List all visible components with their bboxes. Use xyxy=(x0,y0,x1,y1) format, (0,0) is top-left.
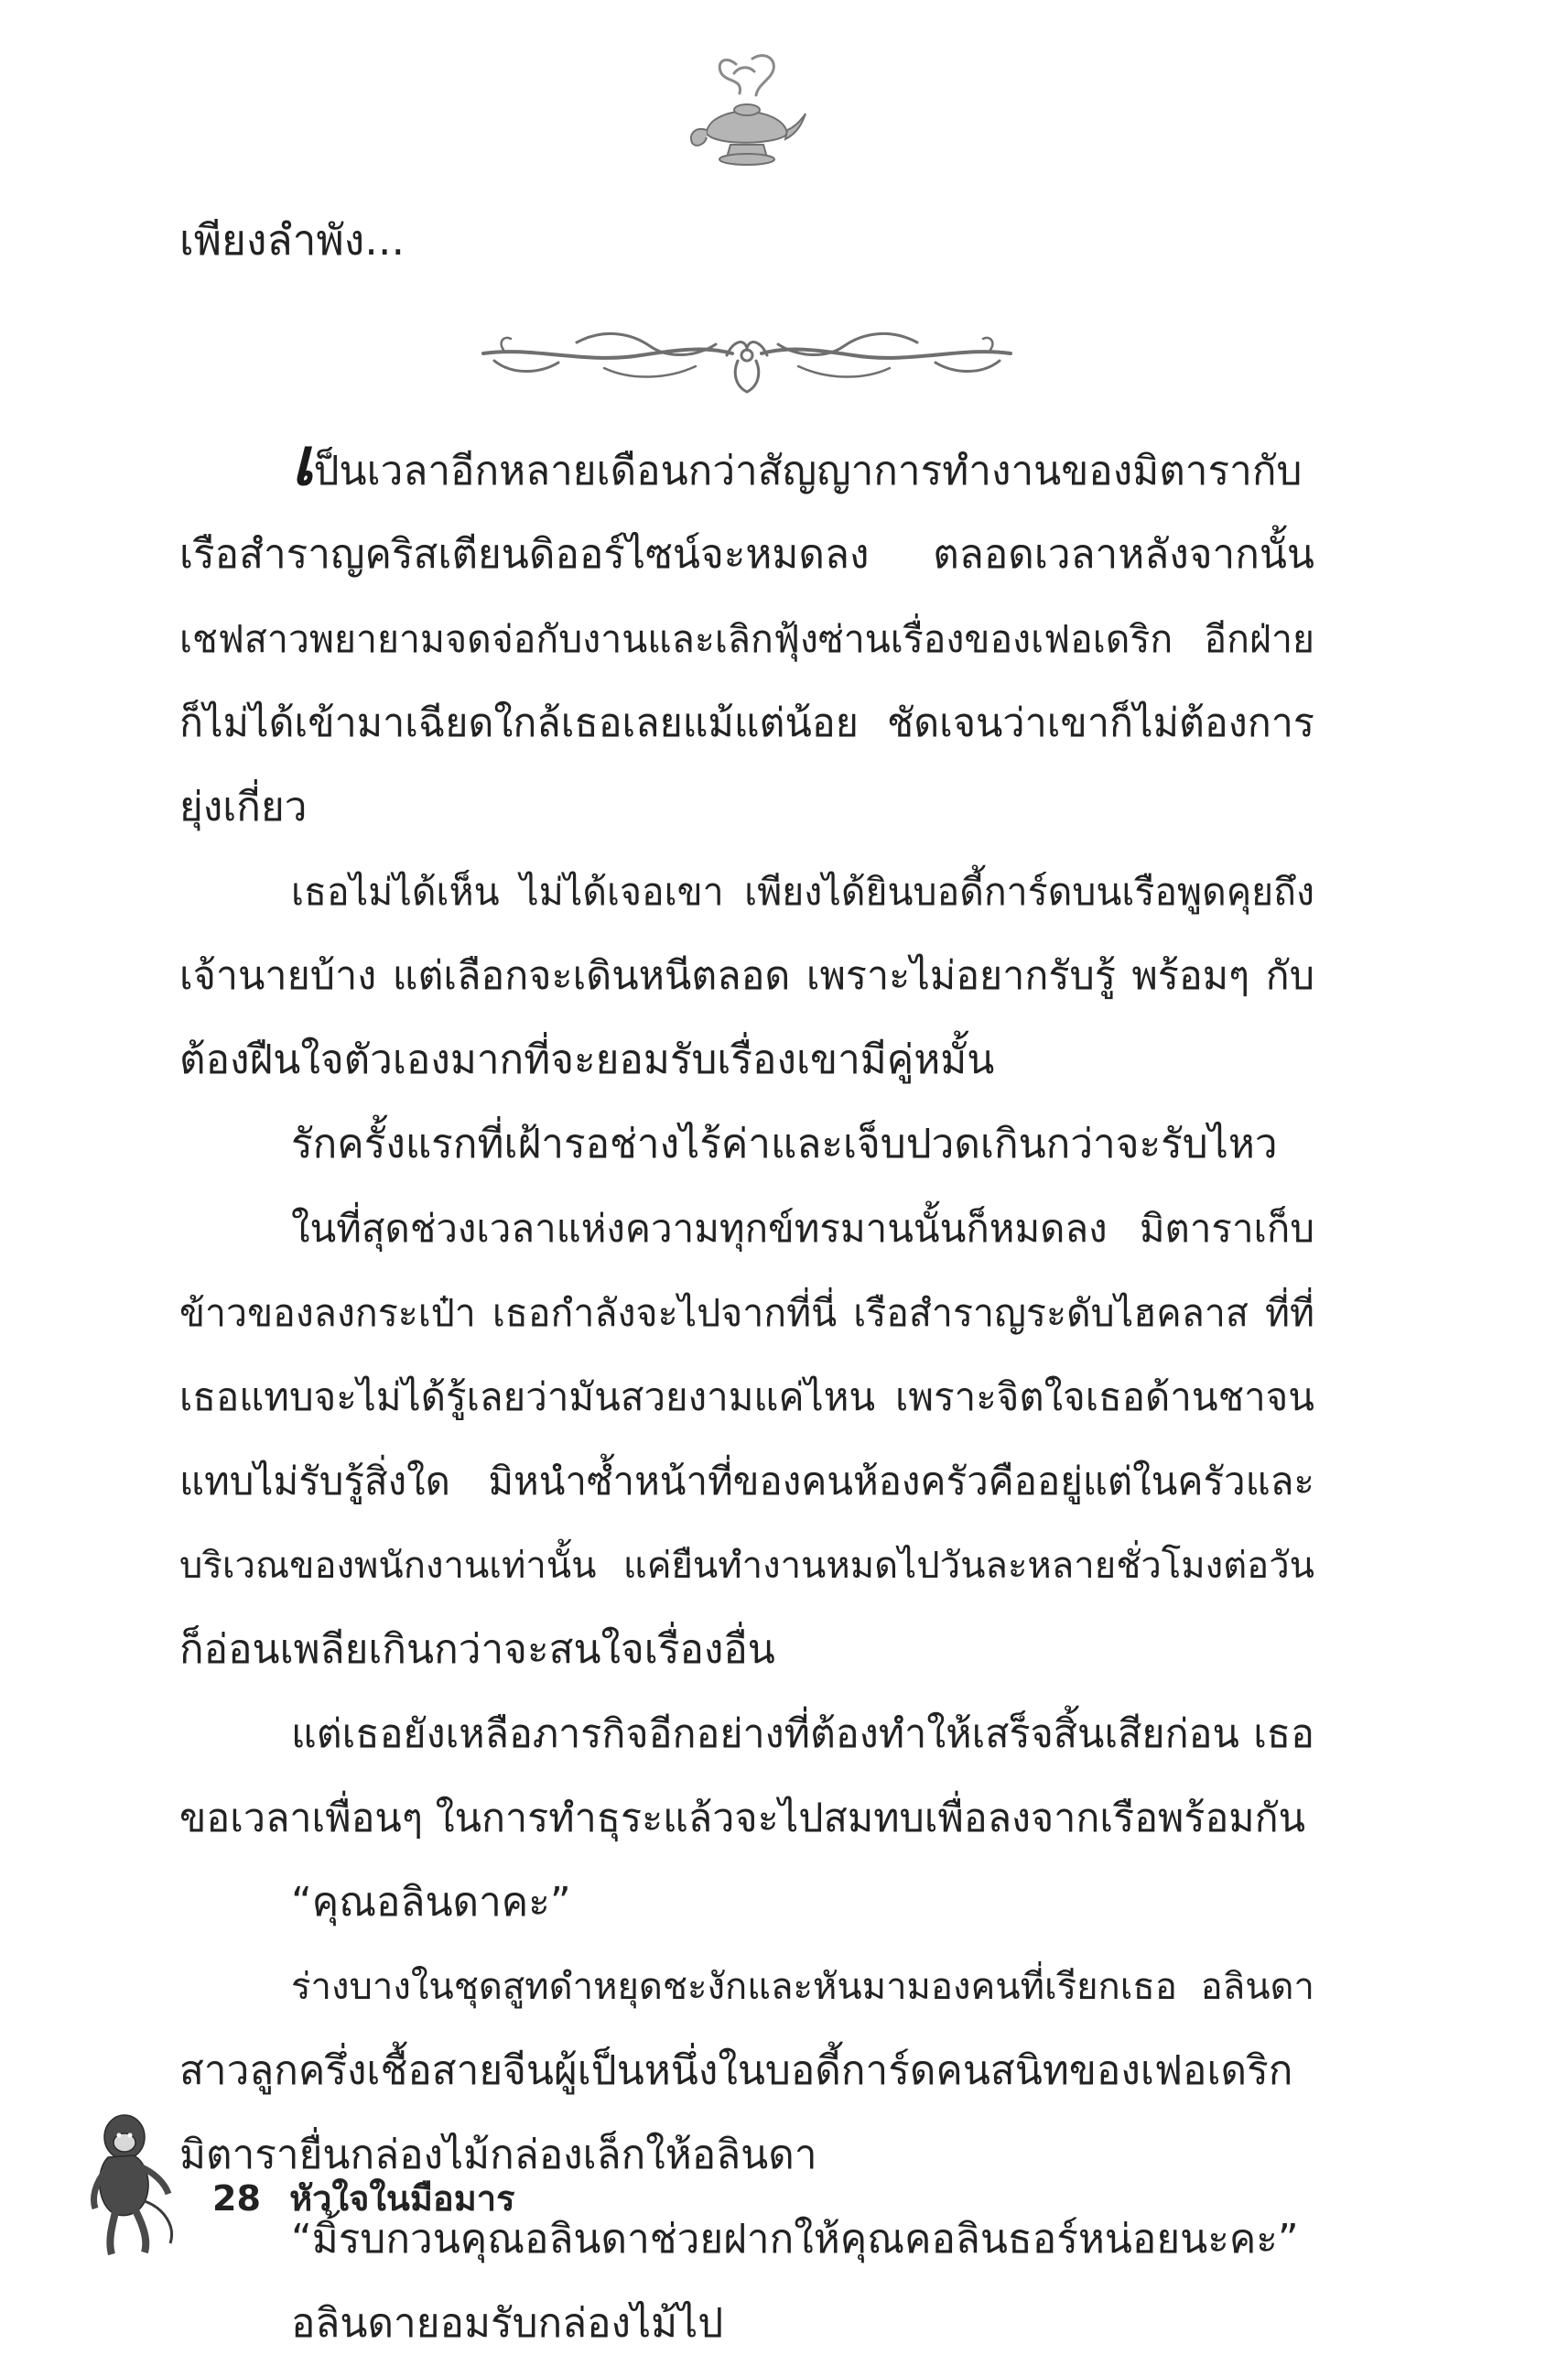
text-line-content: สาวลูกครึ่งเชื้อสายจีนผู้เป็นหนึ่งในบอดี้การ์ดคนสนิทของเฟอเดริก xyxy=(179,2047,1293,2094)
text-line-content: ก็ไม่ได้เข้ามาเฉียดใกล้เธอเลยแม้แต่น้อย ชัดเจนว่าเขาก็ไม่ต้องการ xyxy=(179,700,1314,746)
text-line xyxy=(179,1018,1314,1102)
page-footer xyxy=(212,2176,515,2221)
text-line-content: เธอแทบจะไม่ได้รู้เลยว่ามันสวยงามแค่ไหน เพราะจิตใจเธอด้านชาจน xyxy=(179,1374,1314,1419)
text-line-content: แต่เธอยังเหลือภารกิจอีกอย่างที่ต้องทำให้เสร็จสิ้นเสียก่อน เธอ xyxy=(291,1711,1314,1757)
text-line xyxy=(179,1945,1314,2029)
magic-lamp-icon xyxy=(679,46,807,183)
text-line xyxy=(179,934,1314,1018)
text-line-content: เชฟสาวพยายามจดจ่อกับงานและเลิกฟุ้งซ่านเรื่องของเฟอเดริก อีกฝ่าย xyxy=(179,617,1314,661)
text-line-content: อลินดายอมรับกล่องไม้ไป xyxy=(291,2300,724,2347)
text-line-content: เจ้านายบ้าง แต่เลือกจะเดินหนีตลอด เพราะไม่อยากรับรู้ พร้อมๆ กับ xyxy=(179,953,1314,999)
text-line xyxy=(179,1271,1314,1355)
text-line-content: เรือสำราญคริสเตียนดิออร์ไซน์จะหมดลง ตลอดเวลาหลังจากนั้น xyxy=(179,531,1314,578)
text-line-content: ขอเวลาเพื่อนๆ ในการทำธุระแล้วจะไปสมทบเพื่อลงจากเรือพร้อมกัน xyxy=(179,1796,1306,1841)
text-line-content: เธอไม่ได้เห็น ไม่ได้เจอเขา เพียงได้ยินบอดี้การ์ดบนเรือพูดคุยถึง xyxy=(291,870,1314,914)
text-line-content: ในที่สุดช่วงเวลาแห่งความทุกข์ทรมานนั้นก็หมดลง มิตาราเก็บ xyxy=(291,1206,1314,1251)
text-line xyxy=(179,1776,1314,1861)
text-line xyxy=(179,850,1314,934)
text-line-content: ข้าวของลงกระเป๋า เธอกำลังจะไปจากที่นี่ เรือสำราญระดับไฮคลาส ที่ที่ xyxy=(179,1291,1314,1335)
text-line-content: ร่างบางในชุดสูทดำหยุดชะงักและหันมามองคนที่เรียกเธอ อลินดา xyxy=(291,1966,1314,2008)
text-line xyxy=(179,1608,1314,1692)
text-line-content: “คุณอลินดาคะ” xyxy=(291,1879,571,1926)
text-line xyxy=(179,765,1314,850)
text-line xyxy=(179,1102,1314,1187)
text-line xyxy=(179,2029,1314,2113)
text-line xyxy=(179,1524,1314,1608)
text-line xyxy=(179,2282,1314,2366)
text-line xyxy=(179,1355,1314,1439)
text-line xyxy=(179,1861,1314,1945)
scroll-divider-icon xyxy=(476,309,1018,401)
text-line xyxy=(179,597,1314,681)
page-number: 28 xyxy=(212,2178,261,2219)
text-line xyxy=(179,1187,1314,1271)
chapter-body-text xyxy=(179,429,1314,2366)
text-line-content: “มิ้รบกวนคุณอลินดาช่วยฝากให้คุณคอลินธอร์หน่อยนะคะ” xyxy=(291,2216,1299,2263)
text-line-content: ป็นเวลาอีกหลายเดือนกว่าสัญญาการทำงานของมิตารากับ xyxy=(313,448,1303,494)
text-line-content: ก็อ่อนเพลียเกินกว่าจะสนใจเรื่องอื่น xyxy=(179,1626,775,1673)
text-line-content: ยุ่งเกี่ยว xyxy=(179,784,308,830)
monkey-illustration-icon xyxy=(81,2106,181,2262)
text-line-content: ต้องฝืนใจตัวเองมากที่จะยอมรับเรื่องเขามีคู่หมั้น xyxy=(179,1036,995,1083)
text-line xyxy=(179,1439,1314,1524)
text-line-content: แทบไม่รับรู้สิ่งใด มิหนำซ้ำหน้าที่ของคนห้องครัวคืออยู่แต่ในครัวและ xyxy=(179,1459,1314,1503)
drop-cap: เ xyxy=(291,429,314,500)
text-line xyxy=(179,429,1314,513)
text-line-content: มิตารายื่นกล่องไม้กล่องเล็กให้อลินดา xyxy=(179,2132,817,2178)
text-line-content: บริเวณของพนักงานเท่านั้น แค่ยืนทำงานหมดไปวันละหลายชั่วโมงต่อวัน xyxy=(179,1545,1314,1587)
text-line xyxy=(179,513,1314,597)
text-line xyxy=(179,1692,1314,1776)
text-line-content: รักครั้งแรกที่เฝ้ารอช่างไร้ค่าและเจ็บปวดเกินกว่าจะรับไหว xyxy=(291,1121,1278,1167)
text-line xyxy=(179,681,1314,765)
book-title: หัวใจในมือมาร xyxy=(289,2178,515,2219)
prelude-line: เพียงลำพัง... xyxy=(179,215,406,265)
